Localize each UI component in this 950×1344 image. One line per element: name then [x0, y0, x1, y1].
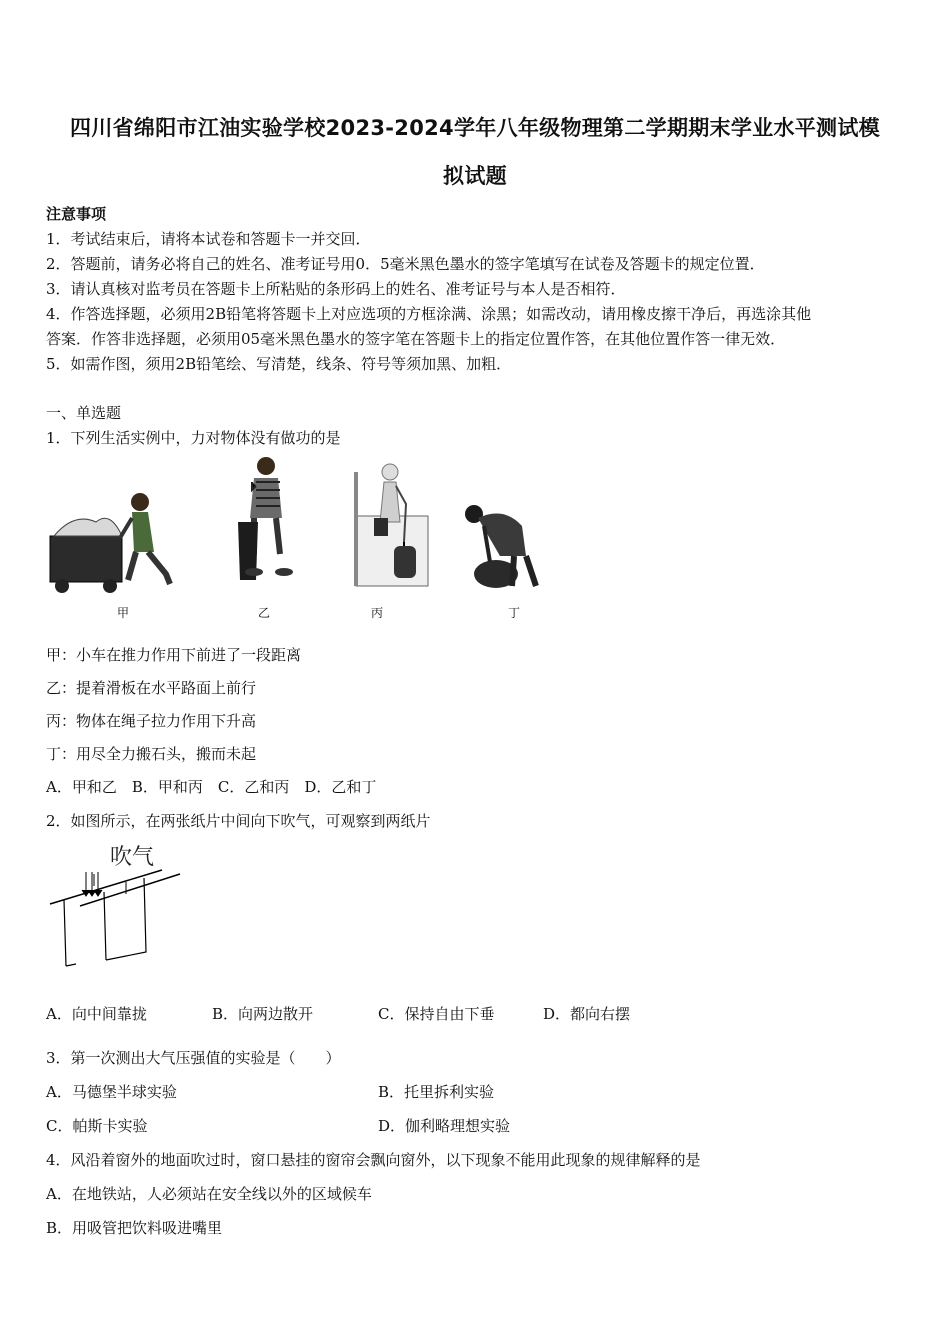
- figure-caption-yi: 乙: [258, 606, 271, 620]
- q3-option-c: C．帕斯卡实验: [46, 1117, 148, 1135]
- q1-options: A．甲和乙 B．甲和丙 C．乙和丙 D．乙和丁: [46, 778, 377, 796]
- lifting-stone-illustration: [465, 505, 536, 588]
- q2-option-d: D．都向右摆: [543, 1005, 631, 1023]
- figure-caption-jia: 甲: [117, 606, 130, 620]
- question-2-stem: 2．如图所示，在两张纸片中间向下吹气，可观察到两纸片: [46, 812, 431, 830]
- q4-option-b: B．用吸管把饮料吸进嘴里: [46, 1219, 223, 1237]
- note-item: 5．如需作图，须用2B铅笔绘、写清楚，线条、符号等须加黑、加粗．: [46, 355, 512, 373]
- note-item: 3．请认真核对监考员在答题卡上所粘贴的条形码上的姓名、准考证号与本人是否相符．: [46, 280, 626, 298]
- notes-heading: 注意事项: [46, 205, 107, 223]
- q1-illustrations: [44, 452, 564, 597]
- question-4-stem: 4．风沿着窗外的地面吹过时，窗口悬挂的窗帘会飘向窗外，以下现象不能用此现象的规律解释的是: [46, 1151, 701, 1169]
- pulling-rope-illustration: [354, 464, 428, 586]
- carrying-skateboard-illustration: [238, 457, 293, 580]
- blow-label: 吹气: [110, 845, 155, 870]
- question-1-stem: 1．下列生活实例中，力对物体没有做功的是: [46, 429, 341, 447]
- note-item: 2．答题前，请务必将自己的姓名、准考证号用0．5毫米黑色墨水的签字笔填写在试卷及答题卡的规定位置．: [46, 255, 765, 273]
- pushing-cart-illustration: [50, 493, 170, 593]
- figure-caption-bing: 丙: [371, 606, 384, 620]
- page-title-continued: 拟试题: [443, 164, 507, 188]
- figure-caption-ding: 丁: [508, 606, 521, 620]
- note-item: 1．考试结束后，请将本试卷和答题卡一并交回．: [46, 230, 371, 248]
- section-heading: 一、单选题: [46, 404, 122, 422]
- q1-statement: 甲：小车在推力作用下前进了一段距离: [46, 646, 302, 664]
- question-3-stem: 3．第一次测出大气压强值的实验是（ ）: [46, 1049, 341, 1067]
- q2-option-c: C．保持自由下垂: [378, 1005, 495, 1023]
- q2-option-a: A．向中间靠拢: [46, 1005, 147, 1023]
- q3-option-b: B．托里拆利实验: [378, 1083, 495, 1101]
- paper-sheets-figure: [46, 848, 186, 974]
- note-item: 4．作答选择题，必须用2B铅笔将答题卡上对应选项的方框涂满、涂黑；如需改动，请用橡皮擦干净后，再选涂其他: [46, 305, 812, 323]
- page-title: 四川省绵阳市江油实验学校2023-2024学年八年级物理第二学期期末学业水平测试模: [70, 116, 880, 140]
- q1-statement: 丁：用尽全力搬石头，搬而未起: [46, 745, 257, 763]
- q1-statement: 乙：提着滑板在水平路面上前行: [46, 679, 257, 697]
- q4-option-a: A．在地铁站，人必须站在安全线以外的区域候车: [46, 1185, 372, 1203]
- q1-statement: 丙：物体在绳子拉力作用下升高: [46, 712, 257, 730]
- q3-option-a: A．马德堡半球实验: [46, 1083, 177, 1101]
- note-item: 答案．作答非选择题，必须用05毫米黑色墨水的签字笔在答题卡上的指定位置作答，在其他位置作答一律无效．: [46, 330, 786, 348]
- q2-option-b: B．向两边散开: [212, 1005, 314, 1023]
- q3-option-d: D．伽利略理想实验: [378, 1117, 511, 1135]
